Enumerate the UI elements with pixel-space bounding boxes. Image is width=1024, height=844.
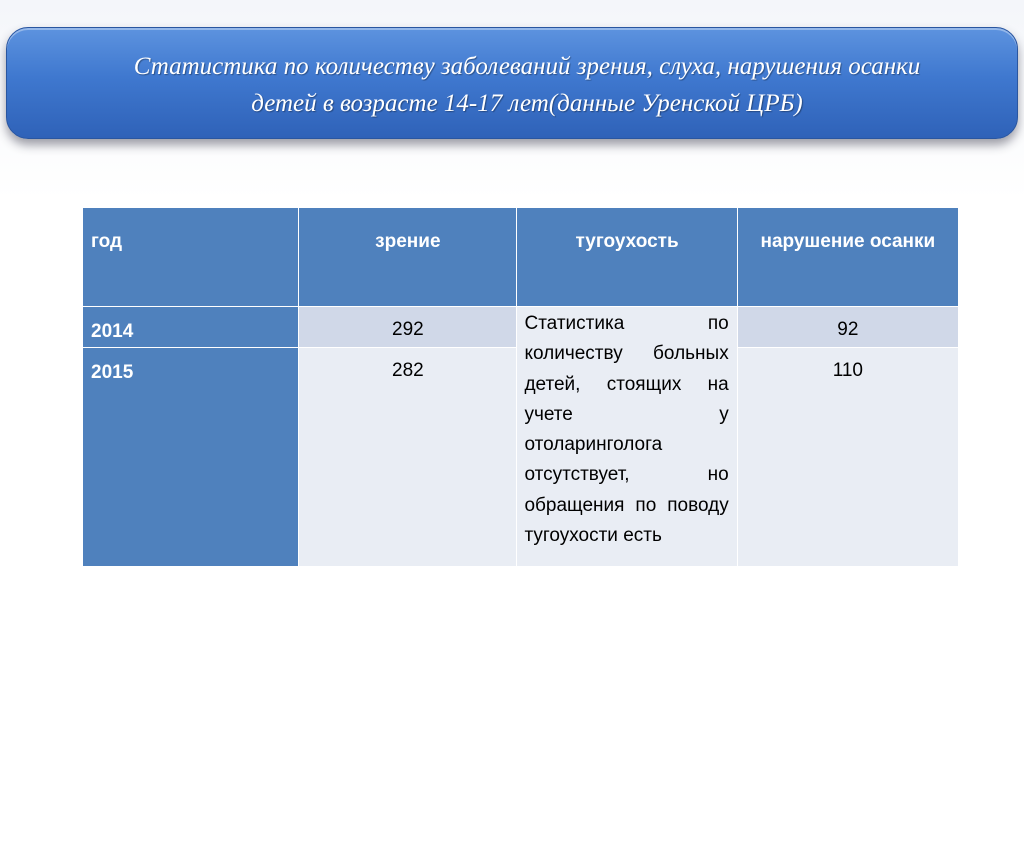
- title-banner: [6, 27, 1018, 139]
- header-posture: нарушение осанки: [737, 208, 958, 307]
- title-line-1: Статистика по количеству заболеваний зрения, слуха, нарушения осанки: [133, 53, 921, 80]
- row-year-2014: 2014: [83, 307, 299, 348]
- hearing-note: Статистика по количеству больных детей, стоящих на учете у отоларинголога отсутствует, но обращения по поводу тугоухости есть: [517, 307, 737, 567]
- row-year-2015: 2015: [83, 348, 299, 567]
- table-header-row: [83, 208, 959, 307]
- posture-2014: 92: [737, 307, 958, 348]
- statistics-table: [82, 207, 959, 567]
- table-row: [83, 307, 959, 348]
- vision-2015: 282: [299, 348, 517, 567]
- vision-2014: 292: [299, 307, 517, 348]
- title-line-2: детей в возрасте 14-17 лет(данные Уренской ЦРБ): [251, 90, 803, 117]
- header-hearing: тугоухость: [517, 208, 737, 307]
- posture-2015: 110: [737, 348, 958, 567]
- page-title: [67, 48, 987, 122]
- header-year: год: [83, 208, 299, 307]
- header-vision: зрение: [299, 208, 517, 307]
